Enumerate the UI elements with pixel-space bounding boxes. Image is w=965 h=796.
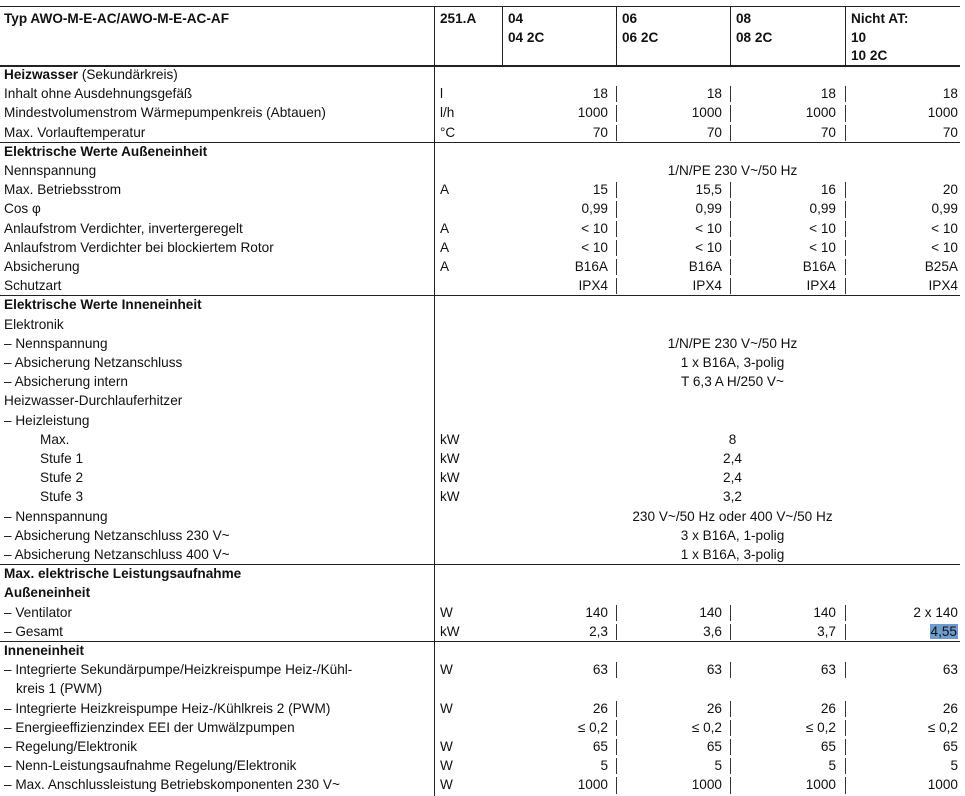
span-value: 1 x B16A, 3-polig xyxy=(680,547,785,562)
row-label: – Max. Anschlussleistung Betriebskomponenten 230 V~ xyxy=(4,777,340,793)
row-unit: A xyxy=(440,259,450,274)
table-row xyxy=(0,545,960,564)
row-unit: A xyxy=(440,220,450,236)
section-row xyxy=(0,142,960,161)
header-type: Typ AWO-M-E-AC/AWO-M-E-AC-AF xyxy=(4,11,230,26)
value-cell: 65 xyxy=(592,739,608,754)
value-cell: 26 xyxy=(820,700,836,716)
row-label: Mindestvolumenstrom Wärmepumpenkreis (Abtauen) xyxy=(4,105,326,121)
row-unit: l xyxy=(440,86,444,102)
value-cell: 140 xyxy=(813,604,836,620)
span-value: T 6,3 A H/250 V~ xyxy=(681,374,784,390)
row-label: – Absicherung intern xyxy=(4,374,128,390)
value-cell: < 10 xyxy=(695,239,722,255)
row-label: – Nenn-Leistungsaufnahme Regelung/Elektronik xyxy=(4,758,297,774)
row-unit: kW xyxy=(440,623,460,639)
value-cell: 18 xyxy=(706,86,722,102)
value-cell: 2,3 xyxy=(589,623,608,639)
table-row xyxy=(0,699,960,718)
span-value: 3 x B16A, 1-polig xyxy=(680,527,785,543)
value-cell: 0,99 xyxy=(581,201,608,217)
table-row xyxy=(0,199,960,218)
value-cell: 63 xyxy=(820,662,836,678)
value-cell: IPX4 xyxy=(578,278,608,294)
row-label: Anlaufstrom Verdichter, invertergeregelt xyxy=(4,220,243,236)
row-label: – Gesamt xyxy=(4,623,63,639)
section-row xyxy=(0,641,960,660)
value-cell: 70 xyxy=(706,124,722,140)
table-row xyxy=(0,468,960,487)
header-col4 xyxy=(851,10,908,66)
table-row xyxy=(0,430,960,449)
table-row xyxy=(0,334,960,353)
col-divider-3 xyxy=(845,6,846,65)
value-cell: 1000 xyxy=(577,105,608,121)
table-row xyxy=(0,718,960,737)
row-label: – Nennspannung xyxy=(4,508,108,524)
value-cell: < 10 xyxy=(931,239,958,255)
value-cell: 63 xyxy=(942,662,958,678)
table-row xyxy=(0,180,960,199)
span-value: 2,4 xyxy=(723,470,742,486)
value-cell: 20 xyxy=(942,182,958,198)
row-unit: kW xyxy=(440,470,460,486)
row-label: Schutzart xyxy=(4,278,62,294)
row-label: Anlaufstrom Verdichter bei blockiertem Rotor xyxy=(4,239,274,255)
table-row xyxy=(0,660,960,679)
row-label: Nennspannung xyxy=(4,163,97,178)
value-cell: 140 xyxy=(585,604,608,620)
value-cell: 1000 xyxy=(805,777,836,793)
row-label: Max. Vorlauftemperatur xyxy=(4,124,146,140)
value-cell: < 10 xyxy=(809,220,836,236)
span-value: 1/N/PE 230 V~/50 Hz xyxy=(667,163,798,178)
value-cell: 3,7 xyxy=(817,623,836,639)
value-cell: 70 xyxy=(942,124,958,140)
row-label: Stufe 3 xyxy=(40,489,84,505)
value-cell: 0,99 xyxy=(695,201,722,217)
value-cell: IPX4 xyxy=(928,278,958,294)
row-unit: W xyxy=(440,758,453,774)
span-value: 8 xyxy=(728,431,737,447)
value-cell: 0,99 xyxy=(809,201,836,217)
section-row xyxy=(0,564,960,583)
table-row xyxy=(0,775,960,794)
table-row xyxy=(0,238,960,257)
row-label xyxy=(4,142,207,161)
col-divider-unit xyxy=(502,6,503,65)
value-cell: 1000 xyxy=(927,105,958,121)
value-cell: ≤ 0,2 xyxy=(691,719,722,735)
header-col4-line1: Nicht AT: xyxy=(851,11,909,26)
table-row xyxy=(0,507,960,526)
row-label xyxy=(4,564,241,583)
row-label: Stufe 1 xyxy=(40,451,84,466)
value-cell: 26 xyxy=(942,700,958,716)
table-row xyxy=(0,449,960,468)
value-cell: 65 xyxy=(942,739,958,754)
table-row xyxy=(0,84,960,103)
table-row xyxy=(0,737,960,756)
header-col3-line1: 08 xyxy=(736,11,752,26)
row-label: Max. xyxy=(40,431,70,447)
table-row xyxy=(0,411,960,430)
header-col2-line1: 06 xyxy=(622,11,638,26)
row-label: – Energieeffizienzindex EEI der Umwälzpumpen xyxy=(4,719,295,735)
section-row xyxy=(0,65,960,84)
value-cell: ≤ 0,2 xyxy=(805,719,836,735)
value-cell: 1000 xyxy=(691,105,722,121)
row-unit: l/h xyxy=(440,105,455,121)
value-cell: 3,6 xyxy=(703,623,722,639)
row-unit: °C xyxy=(440,124,456,140)
table-row xyxy=(0,123,960,142)
row-label: – Absicherung Netzanschluss 400 V~ xyxy=(4,547,230,562)
table-row xyxy=(0,219,960,238)
header-col2-line2: 06 2C xyxy=(622,29,659,45)
table-header xyxy=(0,6,960,67)
table-row xyxy=(0,315,960,334)
value-cell: 63 xyxy=(592,662,608,678)
row-unit: W xyxy=(440,662,453,678)
header-col4-line3: 10 2C xyxy=(851,48,888,63)
value-cell: 0,99 xyxy=(931,201,958,217)
value-cell: 2 x 140 xyxy=(913,604,958,620)
row-label: Elektronik xyxy=(4,316,64,332)
table-row xyxy=(0,257,960,276)
row-unit: kW xyxy=(440,451,460,466)
row-unit: A xyxy=(440,239,450,255)
value-cell: 18 xyxy=(592,86,608,102)
value-cell: 15 xyxy=(592,182,608,198)
row-unit: W xyxy=(440,604,453,620)
row-label xyxy=(4,65,178,84)
table-row xyxy=(0,487,960,506)
value-cell: ≤ 0,2 xyxy=(927,719,958,735)
row-label: – Absicherung Netzanschluss 230 V~ xyxy=(4,527,230,543)
header-col1 xyxy=(508,10,544,47)
value-cell xyxy=(858,622,958,641)
row-label: – Nennspannung xyxy=(4,335,108,351)
row-label: – Regelung/Elektronik xyxy=(4,739,137,754)
row-label: – Integrierte Sekundärpumpe/Heizkreispumpe Heiz-/Kühl- xyxy=(4,662,353,678)
header-col2 xyxy=(622,10,658,47)
row-label: Heizwasser-Durchlauferhitzer xyxy=(4,393,183,409)
value-cell: < 10 xyxy=(695,220,722,236)
value-cell: < 10 xyxy=(581,220,608,236)
row-label: Inhalt ohne Ausdehnungsgefäß xyxy=(4,86,193,102)
section-title: Inneneinheit xyxy=(4,643,85,658)
section-row xyxy=(0,295,960,314)
value-cell: 18 xyxy=(942,86,958,102)
section-title: Elektrische Werte Inneneinheit xyxy=(4,297,202,313)
section-title: Elektrische Werte Außeneinheit xyxy=(4,143,208,159)
row-label: – Heizleistung xyxy=(4,412,90,428)
value-cell: 26 xyxy=(592,700,608,716)
row-label: Cos φ xyxy=(4,201,41,217)
value-cell: 63 xyxy=(706,662,722,678)
row-label: Absicherung xyxy=(4,259,80,274)
value-cell: 5 xyxy=(950,758,958,774)
value-cell: 140 xyxy=(699,604,722,620)
value-cell: B16A xyxy=(802,259,836,274)
value-cell: 70 xyxy=(592,124,608,140)
table-row xyxy=(0,526,960,545)
value-cell: B25A xyxy=(924,259,958,274)
span-value: 3,2 xyxy=(723,489,742,505)
header-col1-line1: 04 xyxy=(508,11,524,26)
value-cell: < 10 xyxy=(931,220,958,236)
row-unit: kW xyxy=(440,431,460,447)
value-cell: 5 xyxy=(714,758,722,774)
span-value: 230 V~/50 Hz oder 400 V~/50 Hz xyxy=(632,508,833,524)
value-cell: 26 xyxy=(706,700,722,716)
row-unit: A xyxy=(440,182,450,198)
table-row xyxy=(0,622,960,641)
table-row xyxy=(0,353,960,372)
value-cell: < 10 xyxy=(809,239,836,255)
value-cell: < 10 xyxy=(581,239,608,255)
row-label xyxy=(4,295,202,314)
value-cell: 5 xyxy=(600,758,608,774)
value-cell: 16 xyxy=(820,182,836,198)
value-cell: IPX4 xyxy=(692,278,722,294)
value-cell: 5 xyxy=(828,758,836,774)
highlighted-value: 4,55 xyxy=(930,623,957,639)
row-label: kreis 1 (PWM) xyxy=(16,681,103,697)
table-row xyxy=(0,372,960,391)
value-cell: 1000 xyxy=(691,777,722,793)
section-title: Max. elektrische Leistungsaufnahme xyxy=(4,566,242,582)
row-label xyxy=(4,641,84,660)
table-row xyxy=(0,276,960,295)
table-row xyxy=(0,679,960,698)
table-row xyxy=(0,603,960,622)
span-value: 1 x B16A, 3-polig xyxy=(680,355,785,370)
row-label: – Ventilator xyxy=(4,604,73,620)
value-cell: ≤ 0,2 xyxy=(577,719,608,735)
header-col3 xyxy=(736,10,772,47)
span-value: 2,4 xyxy=(723,451,742,466)
table-row xyxy=(0,161,960,180)
value-cell: 1000 xyxy=(927,777,958,793)
row-unit: W xyxy=(440,739,453,754)
row-label: Außeneinheit xyxy=(4,585,91,601)
row-unit: W xyxy=(440,777,453,793)
table-row xyxy=(0,583,960,602)
row-unit: kW xyxy=(440,489,460,505)
header-col1-line2: 04 2C xyxy=(508,29,545,45)
section-title: Heizwasser xyxy=(4,67,79,82)
col-divider-1 xyxy=(616,6,617,65)
table-row xyxy=(0,756,960,775)
value-cell: 18 xyxy=(820,86,836,102)
row-label: – Integrierte Heizkreispumpe Heiz-/Kühlkreis 2 (PWM) xyxy=(4,700,331,716)
section-subtitle: (Sekundärkreis) xyxy=(78,67,178,82)
value-cell: 70 xyxy=(820,124,836,140)
value-cell: B16A xyxy=(574,259,608,274)
value-cell: 65 xyxy=(820,739,836,754)
value-cell: 15,5 xyxy=(695,182,722,198)
col-divider-2 xyxy=(730,6,731,65)
value-cell: IPX4 xyxy=(806,278,836,294)
row-unit: W xyxy=(440,700,453,716)
header-col4-line2: 10 xyxy=(851,29,867,45)
row-label: Max. Betriebsstrom xyxy=(4,182,122,198)
value-cell: B16A xyxy=(688,259,722,274)
table-row xyxy=(0,391,960,410)
value-cell: 1000 xyxy=(805,105,836,121)
header-col3-line2: 08 2C xyxy=(736,29,773,45)
span-value: 1/N/PE 230 V~/50 Hz xyxy=(667,335,798,351)
value-cell: 65 xyxy=(706,739,722,754)
table-row xyxy=(0,103,960,122)
header-code: 251.A xyxy=(440,11,477,26)
value-cell: 1000 xyxy=(577,777,608,793)
row-label: Stufe 2 xyxy=(40,470,84,486)
row-label: – Absicherung Netzanschluss xyxy=(4,355,183,370)
